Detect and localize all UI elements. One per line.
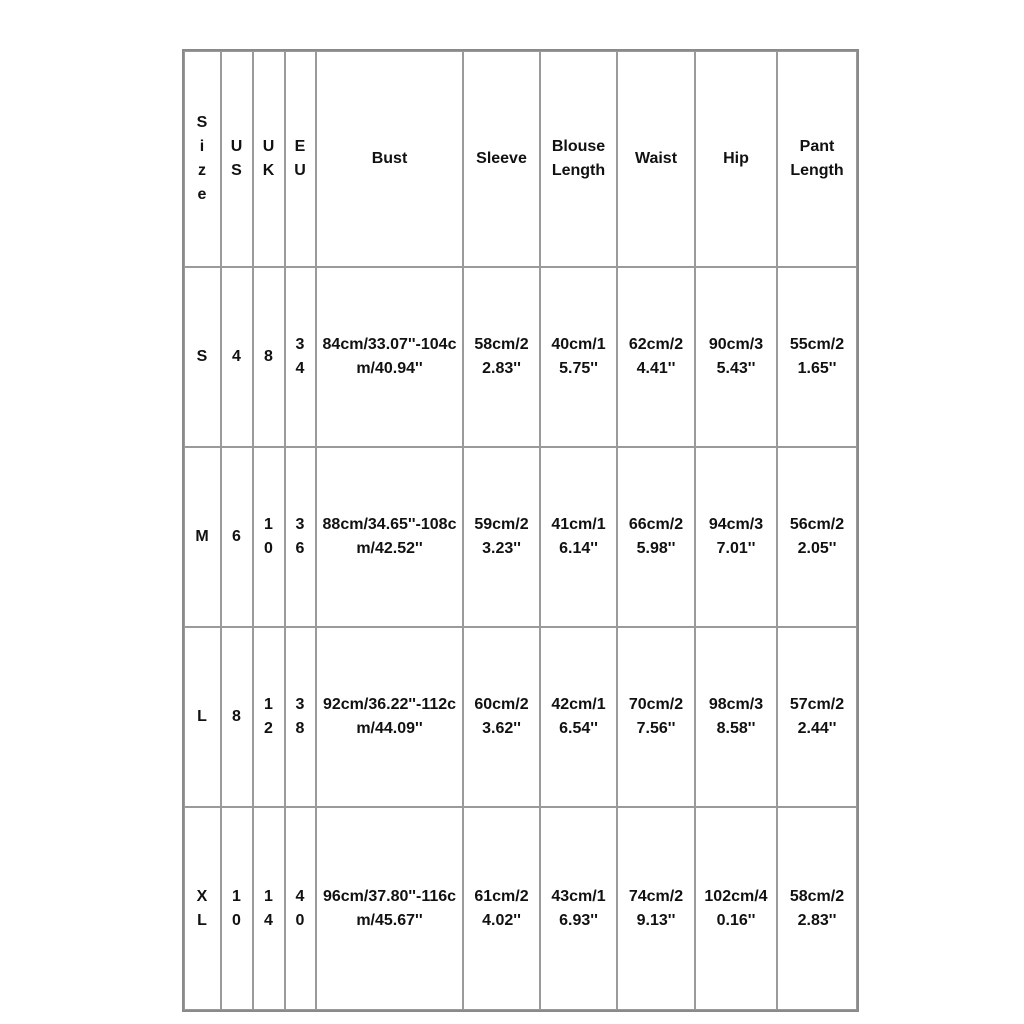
table-cell-eu: 36 bbox=[285, 447, 316, 627]
table-cell-sleeve: 61cm/24.02'' bbox=[463, 807, 540, 1010]
header-cell-eu: EU bbox=[285, 51, 316, 267]
table-cell-blouse-length: 43cm/16.93'' bbox=[540, 807, 617, 1010]
header-cell-pant-length: Pant Length bbox=[777, 51, 857, 267]
table-cell-us: 8 bbox=[221, 627, 253, 807]
table-row bbox=[184, 627, 857, 807]
table-cell-waist: 66cm/25.98'' bbox=[617, 447, 695, 627]
table-cell-blouse-length: 42cm/16.54'' bbox=[540, 627, 617, 807]
table-cell-sleeve: 58cm/22.83'' bbox=[463, 267, 540, 447]
size-chart-table bbox=[182, 49, 859, 1012]
table-cell-eu: 40 bbox=[285, 807, 316, 1010]
table-cell-pant-length: 55cm/21.65'' bbox=[777, 267, 857, 447]
table-cell-uk: 8 bbox=[253, 267, 285, 447]
header-cell-us: US bbox=[221, 51, 253, 267]
header-cell-hip: Hip bbox=[695, 51, 777, 267]
table-cell-bust: 84cm/33.07''-104cm/40.94'' bbox=[316, 267, 463, 447]
table-cell-hip: 98cm/38.58'' bbox=[695, 627, 777, 807]
table-cell-size: M bbox=[184, 447, 221, 627]
header-cell-size: Size bbox=[184, 51, 221, 267]
table-cell-uk: 10 bbox=[253, 447, 285, 627]
table-cell-hip: 102cm/40.16'' bbox=[695, 807, 777, 1010]
table-cell-sleeve: 59cm/23.23'' bbox=[463, 447, 540, 627]
table-row bbox=[184, 447, 857, 627]
table-cell-pant-length: 58cm/22.83'' bbox=[777, 807, 857, 1010]
header-cell-blouse-length: Blouse Length bbox=[540, 51, 617, 267]
table-cell-blouse-length: 40cm/15.75'' bbox=[540, 267, 617, 447]
table-cell-uk: 12 bbox=[253, 627, 285, 807]
table-cell-waist: 70cm/27.56'' bbox=[617, 627, 695, 807]
table-cell-us: 6 bbox=[221, 447, 253, 627]
table-cell-us: 10 bbox=[221, 807, 253, 1010]
table-cell-waist: 74cm/29.13'' bbox=[617, 807, 695, 1010]
table-cell-bust: 88cm/34.65''-108cm/42.52'' bbox=[316, 447, 463, 627]
table-cell-eu: 34 bbox=[285, 267, 316, 447]
header-cell-waist: Waist bbox=[617, 51, 695, 267]
table-cell-waist: 62cm/24.41'' bbox=[617, 267, 695, 447]
table-cell-sleeve: 60cm/23.62'' bbox=[463, 627, 540, 807]
table-cell-us: 4 bbox=[221, 267, 253, 447]
table-cell-bust: 92cm/36.22''-112cm/44.09'' bbox=[316, 627, 463, 807]
table-cell-blouse-length: 41cm/16.14'' bbox=[540, 447, 617, 627]
header-row bbox=[184, 51, 857, 267]
header-cell-bust: Bust bbox=[316, 51, 463, 267]
header-cell-sleeve: Sleeve bbox=[463, 51, 540, 267]
table-cell-size: S bbox=[184, 267, 221, 447]
table-row bbox=[184, 807, 857, 1010]
table-cell-size: XL bbox=[184, 807, 221, 1010]
table-cell-uk: 14 bbox=[253, 807, 285, 1010]
table-cell-bust: 96cm/37.80''-116cm/45.67'' bbox=[316, 807, 463, 1010]
table-cell-pant-length: 56cm/22.05'' bbox=[777, 447, 857, 627]
header-cell-uk: UK bbox=[253, 51, 285, 267]
table-row bbox=[184, 267, 857, 447]
table-cell-eu: 38 bbox=[285, 627, 316, 807]
table-cell-hip: 90cm/35.43'' bbox=[695, 267, 777, 447]
table-cell-pant-length: 57cm/22.44'' bbox=[777, 627, 857, 807]
table-cell-hip: 94cm/37.01'' bbox=[695, 447, 777, 627]
table-cell-size: L bbox=[184, 627, 221, 807]
